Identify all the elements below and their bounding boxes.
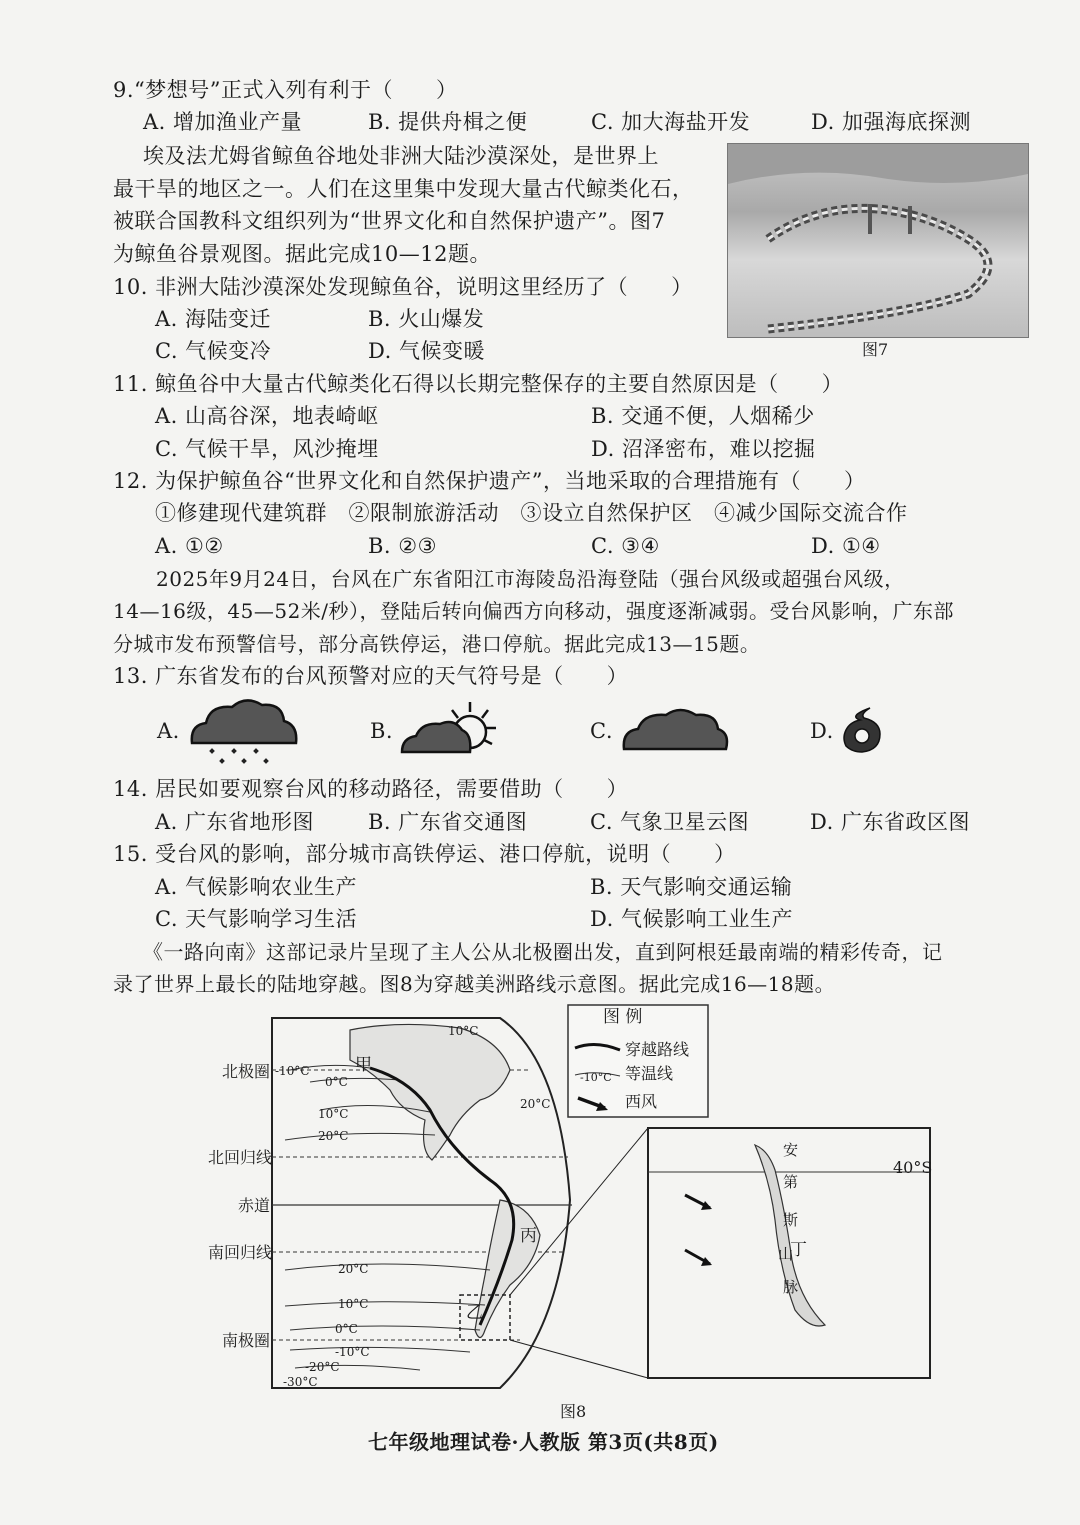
q15-option-d[interactable]: D. 气候影响工业生产 bbox=[590, 907, 793, 931]
andes-char: 山 bbox=[778, 1245, 794, 1263]
lat-tropic-cancer: 北回归线 bbox=[208, 1148, 273, 1167]
q12-items: ①修建现代建筑群 ②限制旅游活动 ③设立自然保护区 ④减少国际交流合作 bbox=[155, 501, 908, 525]
passage2-line3: 分城市发布预警信号，部分高铁停运，港口停航。据此完成13—15题。 bbox=[113, 632, 761, 656]
legend-isotherm: 等温线 bbox=[625, 1064, 674, 1083]
passage1-line4: 为鲸鱼谷景观图。据此完成10—12题。 bbox=[113, 242, 491, 266]
andes-char: 斯 bbox=[783, 1211, 799, 1229]
isotherm-label: 20°C bbox=[338, 1262, 369, 1276]
q13-option-a[interactable]: A. bbox=[157, 719, 180, 743]
lat-equator: 赤道 bbox=[238, 1196, 271, 1215]
q11-option-b[interactable]: B. 交通不便，人烟稀少 bbox=[591, 404, 815, 428]
isotherm-label: 10°C bbox=[448, 1024, 479, 1038]
q10-option-b[interactable]: B. 火山爆发 bbox=[368, 307, 485, 331]
fig8-caption: 图8 bbox=[560, 1402, 587, 1421]
passage3-line1: 《一路向南》这部记录片呈现了主人公从北极圈出发，直到阿根廷最南端的精彩传奇，记 bbox=[143, 940, 943, 964]
q15-option-a[interactable]: A. 气候影响农业生产 bbox=[155, 875, 358, 899]
q13-stem: 13. 广东省发布的台风预警对应的天气符号是（ ） bbox=[113, 664, 629, 688]
fig7-caption: 图7 bbox=[862, 340, 889, 359]
isotherm-label: 0°C bbox=[325, 1075, 348, 1089]
whale-skeleton-drawing bbox=[728, 144, 1028, 337]
q9-option-a[interactable]: A. 增加渔业产量 bbox=[143, 110, 303, 134]
q14-option-a[interactable]: A. 广东省地形图 bbox=[155, 810, 315, 834]
legend-iso-sample: -10°C bbox=[580, 1071, 612, 1084]
passage1-line2: 最干旱的地区之一。人们在这里集中发现大量古代鲸类化石， bbox=[113, 177, 694, 201]
isotherm-label: -10°C bbox=[335, 1345, 370, 1359]
q14-option-c[interactable]: C. 气象卫星云图 bbox=[590, 810, 750, 834]
lat-arctic-circle: 北极圈 bbox=[222, 1062, 271, 1081]
passage3-line2: 录了世界上最长的陆地穿越。图8为穿越美洲路线示意图。据此完成16—18题。 bbox=[113, 972, 836, 996]
partly-cloudy-icon[interactable] bbox=[400, 700, 510, 756]
isotherm-label: -10°C bbox=[275, 1064, 310, 1078]
passage2-line2: 14—16级，45—52米/秒），登陆后转向偏西方向移动，强度逐渐减弱。受台风影响，广东部 bbox=[113, 599, 955, 623]
q13-option-d[interactable]: D. bbox=[810, 719, 834, 743]
q10-option-a[interactable]: A. 海陆变迁 bbox=[155, 307, 272, 331]
q14-option-b[interactable]: B. 广东省交通图 bbox=[368, 810, 528, 834]
q10-option-c[interactable]: C. 气候变冷 bbox=[155, 339, 272, 363]
q11-option-a[interactable]: A. 山高谷深，地表崎岖 bbox=[155, 404, 379, 428]
andes-char: 第 bbox=[783, 1173, 799, 1191]
whale-valley-photo bbox=[727, 143, 1029, 338]
q10-stem: 10. 非洲大陆沙漠深处发现鲸鱼谷，说明这里经历了（ ） bbox=[113, 275, 693, 299]
q15-option-b[interactable]: B. 天气影响交通运输 bbox=[590, 875, 793, 899]
q10-option-d[interactable]: D. 气候变暖 bbox=[368, 339, 485, 363]
andes-char: 安 bbox=[783, 1141, 799, 1159]
q12-stem: 12. 为保护鲸鱼谷“世界文化和自然保护遗产”，当地采取的合理措施有（ ） bbox=[113, 469, 866, 493]
isotherm-label: 0°C bbox=[335, 1322, 358, 1336]
q11-option-d[interactable]: D. 沼泽密布，难以挖掘 bbox=[591, 437, 816, 461]
andes-char: 脉 bbox=[783, 1278, 799, 1296]
isotherm-label: -30°C bbox=[283, 1375, 318, 1389]
isotherm-label: 10°C bbox=[318, 1107, 349, 1121]
q13-option-b[interactable]: B. bbox=[370, 719, 394, 743]
lat-antarctic-circle: 南极圈 bbox=[222, 1331, 271, 1350]
q11-stem: 11. 鲸鱼谷中大量古代鲸类化石得以长期完整保存的主要自然原因是（ ） bbox=[113, 372, 844, 396]
q13-option-c[interactable]: C. bbox=[590, 719, 613, 743]
rain-cloud-icon[interactable] bbox=[188, 695, 300, 767]
legend-route: 穿越路线 bbox=[625, 1040, 690, 1059]
q15-option-c[interactable]: C. 天气影响学习生活 bbox=[155, 907, 358, 931]
page-footer: 七年级地理试卷·人教版 第3页(共8页) bbox=[368, 1430, 719, 1454]
americas-route-map bbox=[200, 1000, 940, 1400]
passage1-line3: 被联合国教科文组织列为“世界文化和自然保护遗产”。图7 bbox=[113, 209, 666, 233]
q12-option-d[interactable]: D. ①④ bbox=[811, 534, 881, 558]
lat-tropic-capricorn: 南回归线 bbox=[208, 1243, 273, 1262]
isotherm-label: 20°C bbox=[520, 1097, 551, 1111]
passage2-line1: 2025年9月24日，台风在广东省阳江市海陵岛沿海登陆（强台风级或超强台风级， bbox=[156, 567, 905, 591]
legend-westerly: 西风 bbox=[625, 1092, 658, 1111]
q14-option-d[interactable]: D. 广东省政区图 bbox=[810, 810, 970, 834]
isotherm-label: 20°C bbox=[318, 1129, 349, 1143]
inset-lat-label: 40°S bbox=[893, 1158, 933, 1177]
overcast-cloud-icon[interactable] bbox=[620, 707, 730, 753]
q12-option-a[interactable]: A. ①② bbox=[155, 534, 224, 558]
q9-option-c[interactable]: C. 加大海盐开发 bbox=[591, 110, 751, 134]
legend-title: 图 例 bbox=[603, 1007, 643, 1027]
q15-stem: 15. 受台风的影响，部分城市高铁停运、港口停航，说明（ ） bbox=[113, 842, 736, 866]
place-jia: 甲 bbox=[355, 1055, 372, 1075]
typhoon-symbol-icon[interactable] bbox=[840, 706, 886, 756]
q9-stem: 9.“梦想号”正式入列有利于（ ） bbox=[113, 78, 458, 102]
q14-stem: 14. 居民如要观察台风的移动路径，需要借助（ ） bbox=[113, 777, 629, 801]
place-ding: 丁 bbox=[790, 1240, 807, 1260]
place-bing: 丙 bbox=[520, 1226, 537, 1246]
q12-option-b[interactable]: B. ②③ bbox=[368, 534, 437, 558]
q9-option-b[interactable]: B. 提供舟楫之便 bbox=[368, 110, 528, 134]
passage1-line1: 埃及法尤姆省鲸鱼谷地处非洲大陆沙漠深处，是世界上 bbox=[143, 144, 659, 168]
q12-option-c[interactable]: C. ③④ bbox=[591, 534, 660, 558]
place-yi: 乙 bbox=[466, 1303, 483, 1323]
q9-option-d[interactable]: D. 加强海底探测 bbox=[811, 110, 971, 134]
isotherm-label: -20°C bbox=[305, 1360, 340, 1374]
q11-option-c[interactable]: C. 气候干旱，风沙掩埋 bbox=[155, 437, 379, 461]
isotherm-label: 10°C bbox=[338, 1297, 369, 1311]
